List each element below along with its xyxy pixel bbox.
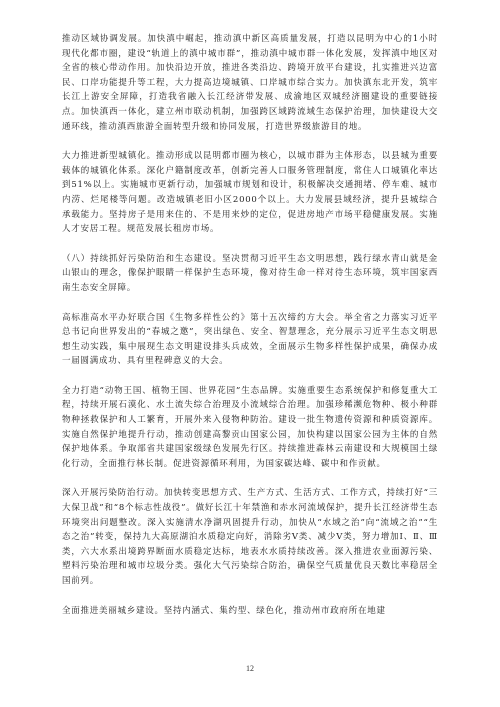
page-number: 12: [246, 664, 254, 673]
paragraph-ecological-brand: 全力打造“动物王国、植物王国、世界花园”生态品牌。实施重要生态系统保护和修复重大工程，持续开展石漠化、水土流失综合治理及小流域综合治理。加强珍稀濒危物种、极小种群物种拯救保护和人工繁育，开展外来入侵物种防治。建设一批生物遗传资源和种质资源库。实施自然保护地提升行动，推动创建高黎贡山国家公园，加快构建以国家公园为主体的自然保护地体系。争取部省共建国家级绿色发展先行区。持续推进森林云南建设和大规模国土绿化行动，全面推行林长制。促进资源循环利用，为国家碳达峰、碳中和作贡献。: [62, 385, 438, 469]
paragraph-beautiful-urban-rural: 全面推进美丽城乡建设。坚持内涵式、集约型、绿色化，推动州市政府所在地建: [62, 605, 386, 616]
paragraph-urbanization: 大力推进新型城镇化。推动形成以昆明都市圈为核心，以城市群为主体形态，以县城为重要载体的城镇化体系。深化户籍制度改革，创新完善人口服务管理制度，常住人口城镇化率达到51%以上。实施城市更新行动，加强城市规划和设计，积极解决交通拥堵、停车难、城市内涝、烂尾楼等问题。改造城镇老旧小区2000个以上。大力发展县域经济，提升县城综合承载能力。坚持房子是用来住的、不是用来炒的定位，促进房地产市场平稳健康发展。实施人才安居工程。规范发展长租房市场。: [62, 151, 438, 235]
paragraph-biodiversity-conference: 高标准高水平办好联合国《生物多样性公约》第十五次缔约方大会。举全省之力落实习近平总书记向世界发出的“春城之邀”，突出绿色、安全、智慧理念，充分展示习近平生态文明思想生动实践，集中展现生态文明建设排头兵成效，全面展示生物多样性保护成果，确保办成一届圆满成功、具有里程碑意义的大会。: [62, 312, 438, 367]
body-text: [62, 32, 438, 633]
paragraph-section-eight-heading: （八）持续抓好污染防治和生态建设。坚决贯彻习近平生态文明思想，践行绿水青山就是金山银山的理念，像保护眼睛一样保护生态环境，像对待生命一样对待生态环境，筑牢国家西南生态安全屏障。: [62, 253, 438, 293]
paragraph-pollution-control: 深入开展污染防治行动。加快转变思想方式、生产方式、生活方式、工作方式，持续打好“三大保卫战”和“8个标志性战役”。做好长江十年禁渔和赤水河流域保护，提升长江经济带生态环境突出问题整改。深入实施清水净湖巩固提升行动，加快从“水域之治”向“流域之治”“生态之治”转变，保持九大高原湖泊水质稳定向好，消除劣Ⅴ类、减少Ⅴ类，努力增加Ⅰ、Ⅱ、Ⅲ类，六大水系出境跨界断面水质稳定达标，地表水水质持续改善。深入推进农业面源污染、塑料污染治理和城市垃圾分类。强化大气污染综合防治，确保空气质量优良天数比率稳居全国前列。: [62, 488, 438, 586]
paragraph-regional-development: 推动区域协调发展。加快滇中崛起，推动滇中新区高质量发展，打造以昆明为中心的1小时现代化都市圈，建设“轨道上的滇中城市群”，推动滇中城市群一体化发展，发挥滇中地区对全省的核心带动作用。加快沿边开放，推进各类沿边、跨境开放平台建设，扎实推进兴边富民、口岸功能提升等工程，大力提高边境城镇、口岸城市综合实力。加快滇东北开发，筑牢长江上游安全屏障，打造我省融入长江经济带发展、成渝地区双城经济圈建设的重要链接点。加快滇西一体化，建立州市联动机制，加强跨区域跨流域生态保护治理，加快建设大交通环线，推动滇西旅游全面转型升级和协同发展，打造世界级旅游目的地。: [62, 34, 438, 132]
